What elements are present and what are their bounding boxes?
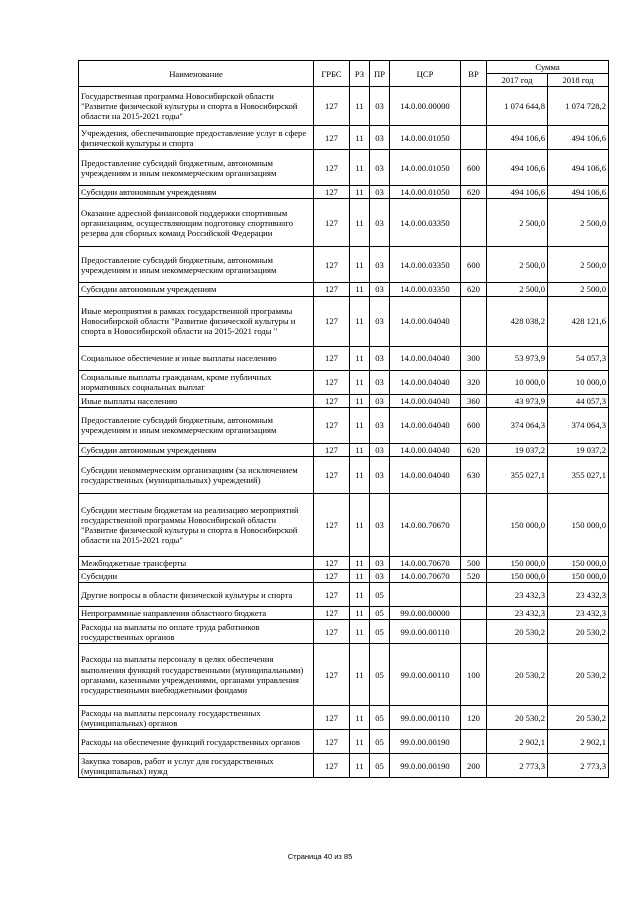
cell-name: Предоставление субсидий бюджетным, автономным учреждениям и иным некоммерческим организациям [79,247,314,283]
cell-pr: 03 [370,186,390,199]
cell-vr: 360 [461,394,487,407]
budget-table [78,60,609,778]
table-row [79,283,609,296]
cell-vr: 600 [461,407,487,443]
table-row [79,199,609,247]
cell-vr [461,199,487,247]
cell-vr: 120 [461,706,487,730]
cell-csr: 14.0.00.04040 [390,346,461,370]
cell-grbs: 127 [314,443,350,456]
page-number: Страница 40 из 85 [287,852,353,861]
cell-csr: 14.0.00.70670 [390,556,461,569]
cell-pr: 03 [370,126,390,150]
cell-pr: 03 [370,569,390,582]
cell-csr: 14.0.00.70670 [390,569,461,582]
table-row [79,150,609,186]
cell-rz: 11 [350,186,370,199]
cell-pr: 05 [370,644,390,706]
cell-rz: 11 [350,199,370,247]
cell-name: Государственная программа Новосибирской области "Развитие физической культуры и спорта в Новосибирской области на 2015-2021 годы" [79,87,314,126]
table-header [79,61,609,87]
cell-grbs: 127 [314,296,350,346]
cell-grbs: 127 [314,186,350,199]
cell-y2018: 494 106,6 [548,126,609,150]
cell-y2017: 2 500,0 [487,247,548,283]
table-row [79,370,609,394]
cell-y2018: 44 057,3 [548,394,609,407]
cell-name: Субсидии автономным учреждениям [79,186,314,199]
cell-y2017: 23 432,3 [487,583,548,607]
table-row [79,644,609,706]
cell-y2017: 374 064,3 [487,407,548,443]
cell-rz: 11 [350,87,370,126]
cell-grbs: 127 [314,370,350,394]
cell-csr: 99.0.00.00190 [390,754,461,778]
cell-rz: 11 [350,607,370,620]
table-row [79,443,609,456]
cell-rz: 11 [350,706,370,730]
cell-rz: 11 [350,407,370,443]
cell-name: Расходы на выплаты персоналу государственных (муниципальных) органов [79,706,314,730]
table-row [79,569,609,582]
table-row [79,556,609,569]
cell-vr [461,87,487,126]
cell-vr [461,126,487,150]
cell-rz: 11 [350,346,370,370]
cell-rz: 11 [350,456,370,493]
header-sum: Сумма [487,61,609,74]
cell-y2017: 19 037,2 [487,443,548,456]
table-row [79,296,609,346]
cell-grbs: 127 [314,620,350,644]
header-year-2017: 2017 год [487,74,548,87]
cell-vr: 600 [461,150,487,186]
cell-grbs: 127 [314,706,350,730]
cell-grbs: 127 [314,754,350,778]
cell-csr: 14.0.00.00000 [390,87,461,126]
cell-y2017: 355 027,1 [487,456,548,493]
table-body [79,87,609,778]
cell-grbs: 127 [314,569,350,582]
cell-pr: 03 [370,443,390,456]
cell-name: Субсидии некоммерческим организациям (за исключением государственных (муниципальных) учреждений) [79,456,314,493]
cell-y2017: 20 530,2 [487,644,548,706]
table-row [79,620,609,644]
cell-pr: 05 [370,607,390,620]
table-row [79,186,609,199]
cell-vr: 320 [461,370,487,394]
cell-vr [461,607,487,620]
cell-y2018: 19 037,2 [548,443,609,456]
cell-y2017: 53 973,9 [487,346,548,370]
cell-rz: 11 [350,569,370,582]
cell-csr: 14.0.00.70670 [390,493,461,556]
cell-csr: 99.0.00.00000 [390,607,461,620]
table-row [79,247,609,283]
cell-y2018: 2 773,3 [548,754,609,778]
cell-y2018: 428 121,6 [548,296,609,346]
cell-y2018: 20 530,2 [548,620,609,644]
cell-csr: 14.0.00.04040 [390,394,461,407]
cell-csr: 14.0.00.03350 [390,247,461,283]
cell-name: Субсидии автономным учреждениям [79,283,314,296]
table-row [79,754,609,778]
cell-vr [461,730,487,754]
cell-name: Субсидии [79,569,314,582]
cell-y2017: 150 000,0 [487,556,548,569]
cell-vr [461,296,487,346]
cell-csr: 99.0.00.00110 [390,706,461,730]
cell-y2018: 494 106,6 [548,186,609,199]
cell-y2017: 2 500,0 [487,199,548,247]
cell-csr: 14.0.00.03350 [390,283,461,296]
cell-vr: 600 [461,247,487,283]
cell-csr: 99.0.00.00190 [390,730,461,754]
cell-rz: 11 [350,247,370,283]
cell-name: Расходы на выплаты по оплате труда работников государственных органов [79,620,314,644]
table-row [79,706,609,730]
cell-y2017: 20 530,2 [487,620,548,644]
cell-grbs: 127 [314,730,350,754]
cell-grbs: 127 [314,644,350,706]
cell-y2017: 494 106,6 [487,150,548,186]
cell-rz: 11 [350,754,370,778]
cell-name: Другие вопросы в области физической культуры и спорта [79,583,314,607]
cell-pr: 03 [370,87,390,126]
cell-rz: 11 [350,370,370,394]
cell-pr: 03 [370,394,390,407]
cell-csr [390,583,461,607]
cell-csr: 14.0.00.01050 [390,150,461,186]
table-row [79,456,609,493]
cell-rz: 11 [350,443,370,456]
cell-name: Расходы на обеспечение функций государственных органов [79,730,314,754]
cell-y2018: 374 064,3 [548,407,609,443]
cell-pr: 03 [370,493,390,556]
cell-vr [461,493,487,556]
cell-y2018: 150 000,0 [548,569,609,582]
cell-y2017: 23 432,3 [487,607,548,620]
cell-grbs: 127 [314,199,350,247]
cell-csr: 14.0.00.04040 [390,407,461,443]
cell-name: Закупка товаров, работ и услуг для государственных (муниципальных) нужд [79,754,314,778]
cell-y2018: 2 500,0 [548,283,609,296]
cell-pr: 05 [370,620,390,644]
cell-csr: 99.0.00.00110 [390,620,461,644]
header-rz: РЗ [350,61,370,87]
cell-y2018: 494 106,6 [548,150,609,186]
cell-rz: 11 [350,126,370,150]
cell-pr: 03 [370,370,390,394]
cell-name: Субсидии местным бюджетам на реализацию мероприятий государственной программы Новосибирской области "Развитие физической культуры и спорта в Новосибирской области на 2015-2021 годы" [79,493,314,556]
cell-pr: 03 [370,407,390,443]
cell-grbs: 127 [314,607,350,620]
cell-vr: 520 [461,569,487,582]
cell-csr: 14.0.00.04040 [390,456,461,493]
cell-vr [461,620,487,644]
table-row [79,407,609,443]
cell-y2018: 20 530,2 [548,644,609,706]
cell-rz: 11 [350,493,370,556]
cell-y2017: 2 902,1 [487,730,548,754]
cell-grbs: 127 [314,283,350,296]
cell-rz: 11 [350,730,370,754]
cell-rz: 11 [350,556,370,569]
table-row [79,394,609,407]
cell-y2018: 23 432,3 [548,583,609,607]
table-row [79,607,609,620]
cell-y2017: 150 000,0 [487,493,548,556]
cell-y2018: 54 057,3 [548,346,609,370]
cell-pr: 03 [370,199,390,247]
cell-vr: 500 [461,556,487,569]
cell-pr: 03 [370,456,390,493]
cell-pr: 03 [370,556,390,569]
cell-pr: 03 [370,296,390,346]
cell-csr: 14.0.00.04040 [390,443,461,456]
cell-grbs: 127 [314,556,350,569]
cell-name: Социальное обеспечение и иные выплаты населению [79,346,314,370]
cell-csr: 14.0.00.01050 [390,126,461,150]
cell-pr: 03 [370,283,390,296]
cell-y2017: 1 074 644,8 [487,87,548,126]
header-vr: ВР [461,61,487,87]
table-row [79,346,609,370]
cell-name: Предоставление субсидий бюджетным, автономным учреждениям и иным некоммерческим организациям [79,407,314,443]
cell-y2018: 2 902,1 [548,730,609,754]
cell-name: Субсидии автономным учреждениям [79,443,314,456]
table-row [79,730,609,754]
header-year-2018: 2018 год [548,74,609,87]
cell-vr: 620 [461,186,487,199]
cell-y2018: 1 074 728,2 [548,87,609,126]
cell-grbs: 127 [314,456,350,493]
cell-y2018: 20 530,2 [548,706,609,730]
cell-y2017: 10 000,0 [487,370,548,394]
cell-grbs: 127 [314,87,350,126]
header-csr: ЦСР [390,61,461,87]
cell-vr: 620 [461,443,487,456]
table-row [79,126,609,150]
cell-rz: 11 [350,283,370,296]
cell-vr: 620 [461,283,487,296]
cell-name: Иные мероприятия в рамках государственной программы Новосибирской области "Развитие физической культуры и спорта в Новосибирской области на 2015-2021 годы " [79,296,314,346]
cell-y2017: 428 038,2 [487,296,548,346]
cell-pr: 05 [370,754,390,778]
cell-y2017: 494 106,6 [487,126,548,150]
header-pr: ПР [370,61,390,87]
cell-y2018: 2 500,0 [548,247,609,283]
cell-csr: 14.0.00.04040 [390,370,461,394]
cell-name: Социальные выплаты гражданам, кроме публичных нормативных социальных выплат [79,370,314,394]
cell-pr: 03 [370,150,390,186]
cell-grbs: 127 [314,583,350,607]
cell-y2018: 2 500,0 [548,199,609,247]
cell-pr: 05 [370,583,390,607]
cell-y2018: 10 000,0 [548,370,609,394]
cell-grbs: 127 [314,346,350,370]
cell-name: Расходы на выплаты персоналу в целях обеспечения выполнения функций государственными (муниципальными) органами, казенными учреждениями, органами управления государственными внебюджетными фондами [79,644,314,706]
cell-name: Непрограммные направления областного бюджета [79,607,314,620]
cell-rz: 11 [350,296,370,346]
cell-name: Оказание адресной финансовой поддержки спортивным организациям, осуществляющим подготовку спортивного резерва для сборных команд Российской Федерации [79,199,314,247]
cell-csr: 14.0.00.01050 [390,186,461,199]
cell-vr: 100 [461,644,487,706]
cell-grbs: 127 [314,150,350,186]
cell-vr: 630 [461,456,487,493]
table-row [79,493,609,556]
cell-y2018: 355 027,1 [548,456,609,493]
cell-rz: 11 [350,644,370,706]
cell-grbs: 127 [314,407,350,443]
cell-name: Иные выплаты населению [79,394,314,407]
cell-name: Учреждения, обеспечивающие предоставление услуг в сфере физической культуры и спорта [79,126,314,150]
cell-y2018: 23 432,3 [548,607,609,620]
cell-rz: 11 [350,620,370,644]
cell-pr: 03 [370,247,390,283]
cell-csr: 99.0.00.00110 [390,644,461,706]
cell-grbs: 127 [314,394,350,407]
cell-grbs: 127 [314,126,350,150]
cell-name: Межбюджетные трансферты [79,556,314,569]
header-grbs: ГРБС [314,61,350,87]
cell-pr: 05 [370,730,390,754]
cell-grbs: 127 [314,247,350,283]
cell-y2017: 20 530,2 [487,706,548,730]
cell-y2018: 150 000,0 [548,556,609,569]
cell-rz: 11 [350,150,370,186]
table-row [79,583,609,607]
cell-y2017: 2 773,3 [487,754,548,778]
cell-pr: 03 [370,346,390,370]
cell-csr: 14.0.00.03350 [390,199,461,247]
cell-rz: 11 [350,394,370,407]
header-name: Наименование [79,61,314,87]
table-row [79,87,609,126]
cell-y2017: 2 500,0 [487,283,548,296]
cell-y2017: 150 000,0 [487,569,548,582]
cell-y2018: 150 000,0 [548,493,609,556]
cell-y2017: 43 973,9 [487,394,548,407]
cell-vr: 200 [461,754,487,778]
cell-vr [461,583,487,607]
cell-csr: 14.0.00.04040 [390,296,461,346]
cell-grbs: 127 [314,493,350,556]
cell-name: Предоставление субсидий бюджетным, автономным учреждениям и иным некоммерческим организациям [79,150,314,186]
cell-y2017: 494 106,6 [487,186,548,199]
cell-rz: 11 [350,583,370,607]
cell-pr: 05 [370,706,390,730]
cell-vr: 300 [461,346,487,370]
